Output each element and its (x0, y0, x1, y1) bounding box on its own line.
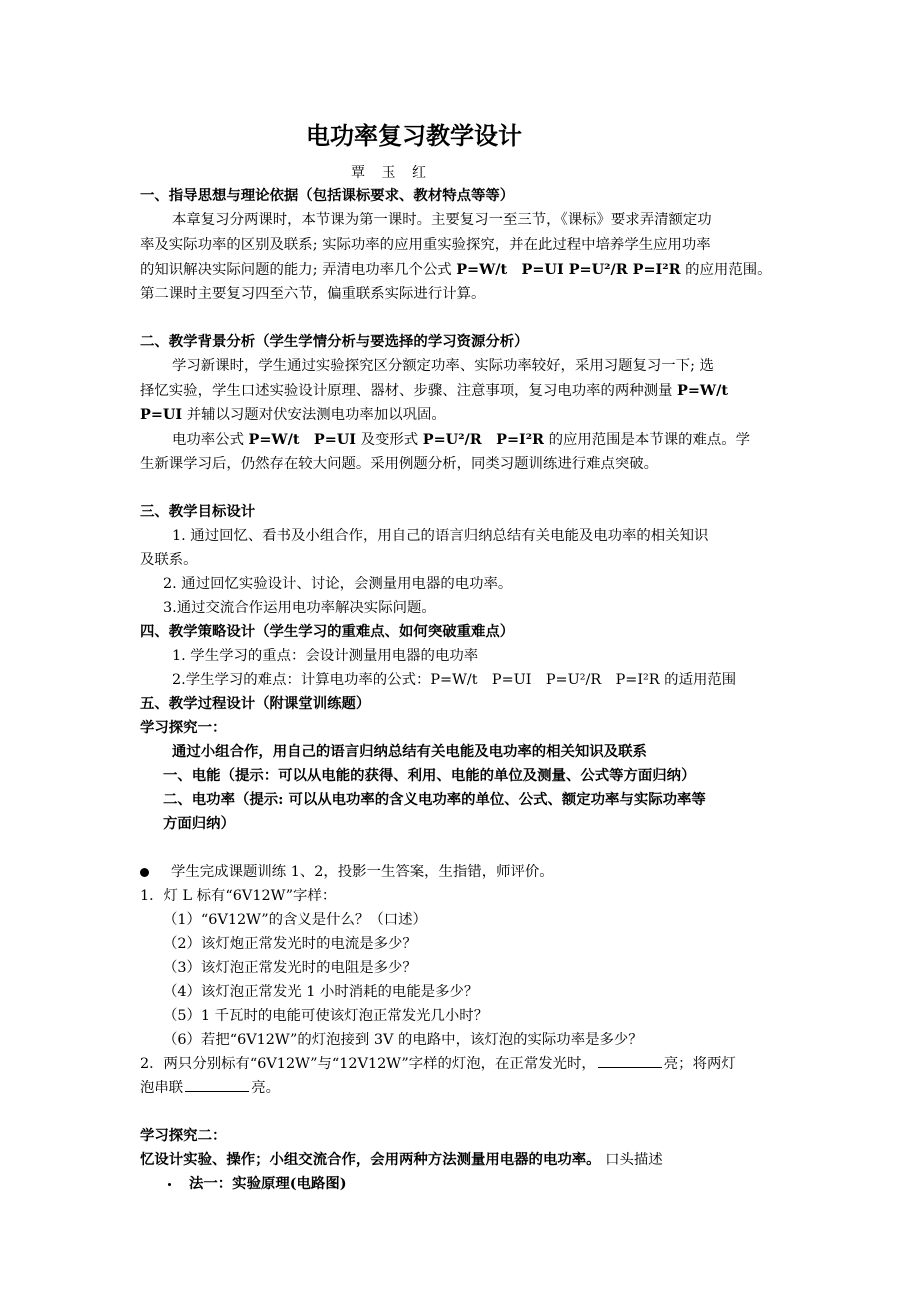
section-4-heading: 四、教学策略设计（学生学习的重难点、如何突破重难点） (140, 623, 515, 640)
paragraph-line: 1. 学生学习的重点：会设计测量用电器的电功率 (172, 648, 479, 664)
paragraph-line: 一、电能（提示：可以从电能的获得、利用、电能的单位及测量、公式等方面归纳） (163, 767, 696, 784)
author: 覃 玉 红 (351, 165, 432, 181)
fill-blank (598, 1053, 662, 1068)
question-item: （2）该灯炮正常发光时的电流是多少？ (163, 936, 417, 952)
question-item: （5）1 千瓦时的电能可使该灯泡正常发光几小时？ (163, 1008, 489, 1024)
paragraph-line: 本章复习分两课时，本节课为第一课时。主要复习一至三节，《课标》要求弄清额定功 (172, 212, 712, 228)
question-item: （1）“6V12W”的含义是什么？（口述） (163, 912, 427, 928)
text: 法一：实验原理(电路图) (189, 1175, 347, 1192)
formula: P=W/t P=UI (248, 431, 357, 448)
text: 学生完成课题训练 1、2，投影一生答案，生指错，师评价。 (171, 864, 554, 880)
text: 的应用范围。 (685, 262, 772, 278)
paragraph-line: 率及实际功率的区别及联系; 实际功率的应用重实验探究，并在此过程中培养学生应用功率 (140, 237, 711, 253)
question-2 (140, 1052, 800, 1076)
paragraph-line: 方面归纳） (163, 815, 235, 832)
text: 泡串联 (140, 1080, 184, 1096)
formula: P=UI (140, 406, 183, 423)
question-item: （3）该灯泡正常发光时的电阻是多少？ (163, 960, 417, 976)
text: 择忆实验，学生口述实验设计原理、器材、步骤、注意事项，复习电功率的两种测量 (140, 383, 673, 399)
text: 2．两只分别标有“6V12W”与“12V12W”字样的灯泡，在正常发光时， (140, 1056, 596, 1072)
paragraph-line: 2.学生学习的难点：计算电功率的公式：P=W/t P=UI P=U²/R P=I²R 的适用范围 (172, 672, 737, 688)
paragraph-line: 生新课学习后，仍然存在较大问题。采用例题分析，同类习题训练进行难点突破。 (140, 456, 659, 472)
text: 的应用范围是本节课的难点。学 (548, 432, 751, 448)
bullet-line (140, 860, 800, 884)
method-1-line (168, 1172, 828, 1196)
paragraph-line: 第二课时主要复习四至六节，偏重联系实际进行计算。 (140, 286, 486, 302)
question-item: （4）该灯泡正常发光 1 小时消耗的电能是多少？ (163, 984, 479, 1000)
text: 亮；将两灯 (663, 1056, 736, 1072)
bullet-icon (168, 1183, 171, 1186)
paragraph-line (140, 258, 800, 282)
question-item: （6）若把“6V12W”的灯泡接到 3V 的电路中，该灯泡的实际功率是多少？ (163, 1032, 643, 1048)
formula: P=W/t (677, 382, 728, 399)
paragraph-line: 通过小组合作，用自己的语言归纳总结有关电能及电功率的相关知识及联系 (172, 743, 647, 760)
explore-2-heading: 学习探究二： (140, 1127, 227, 1144)
formula: P=U²/R P=I²R (422, 431, 544, 448)
bullet-icon (140, 868, 149, 877)
question-2-cont (140, 1076, 800, 1100)
paragraph-line: 1. 通过回忆、看书及小组合作，用自己的语言归纳总结有关电能及电功率的相关知识 (172, 528, 709, 544)
section-3-heading: 三、教学目标设计 (140, 503, 256, 520)
text: 口头描述 (600, 1152, 663, 1168)
text: 电功率公式 (172, 432, 244, 448)
question-1: 1．灯 L 标有“6V12W”字样： (140, 888, 337, 904)
text: 并辅以习题对伏安法测电功率加以巩固。 (182, 407, 446, 423)
document-title: 电功率复习教学设计 (306, 122, 522, 150)
paragraph-line (172, 428, 832, 452)
text: 忆设计实验、操作；小组交流合作，会用两种方法测量用电器的电功率。 (140, 1151, 601, 1168)
paragraph-line: 及联系。 (140, 552, 198, 568)
text: 亮。 (251, 1080, 280, 1096)
fill-blank (185, 1077, 249, 1092)
paragraph-line: 2. 通过回忆实验设计、讨论，会测量用电器的电功率。 (163, 576, 513, 592)
explore-1-heading: 学习探究一： (140, 719, 227, 736)
section-5-heading: 五、教学过程设计（附课堂训练题） (140, 695, 371, 712)
text: 及变形式 (360, 432, 419, 448)
paragraph-line (140, 403, 800, 427)
paragraph-line (140, 1148, 800, 1172)
section-2-heading: 二、教学背景分析（学生学情分析与要选择的学习资源分析） (140, 333, 529, 350)
paragraph-line: 学习新课时，学生通过实验探究区分额定功率、实际功率较好，采用习题复习一下; 选 (172, 358, 714, 374)
formula: P=W/t P=UI P=U²/R P=I²R (456, 261, 681, 278)
paragraph-line (140, 379, 800, 403)
paragraph-line: 3.通过交流合作运用电功率解决实际问题。 (163, 600, 436, 616)
section-1-heading: 一、指导思想与理论依据（包括课标要求、教材特点等等） (140, 187, 515, 204)
paragraph-line: 二、电功率（提示: 可以从电功率的含义电功率的单位、公式、额定功率与实际功率等 (163, 791, 706, 808)
text: 的知识解决实际问题的能力; 弄清电功率几个公式 (140, 262, 452, 278)
